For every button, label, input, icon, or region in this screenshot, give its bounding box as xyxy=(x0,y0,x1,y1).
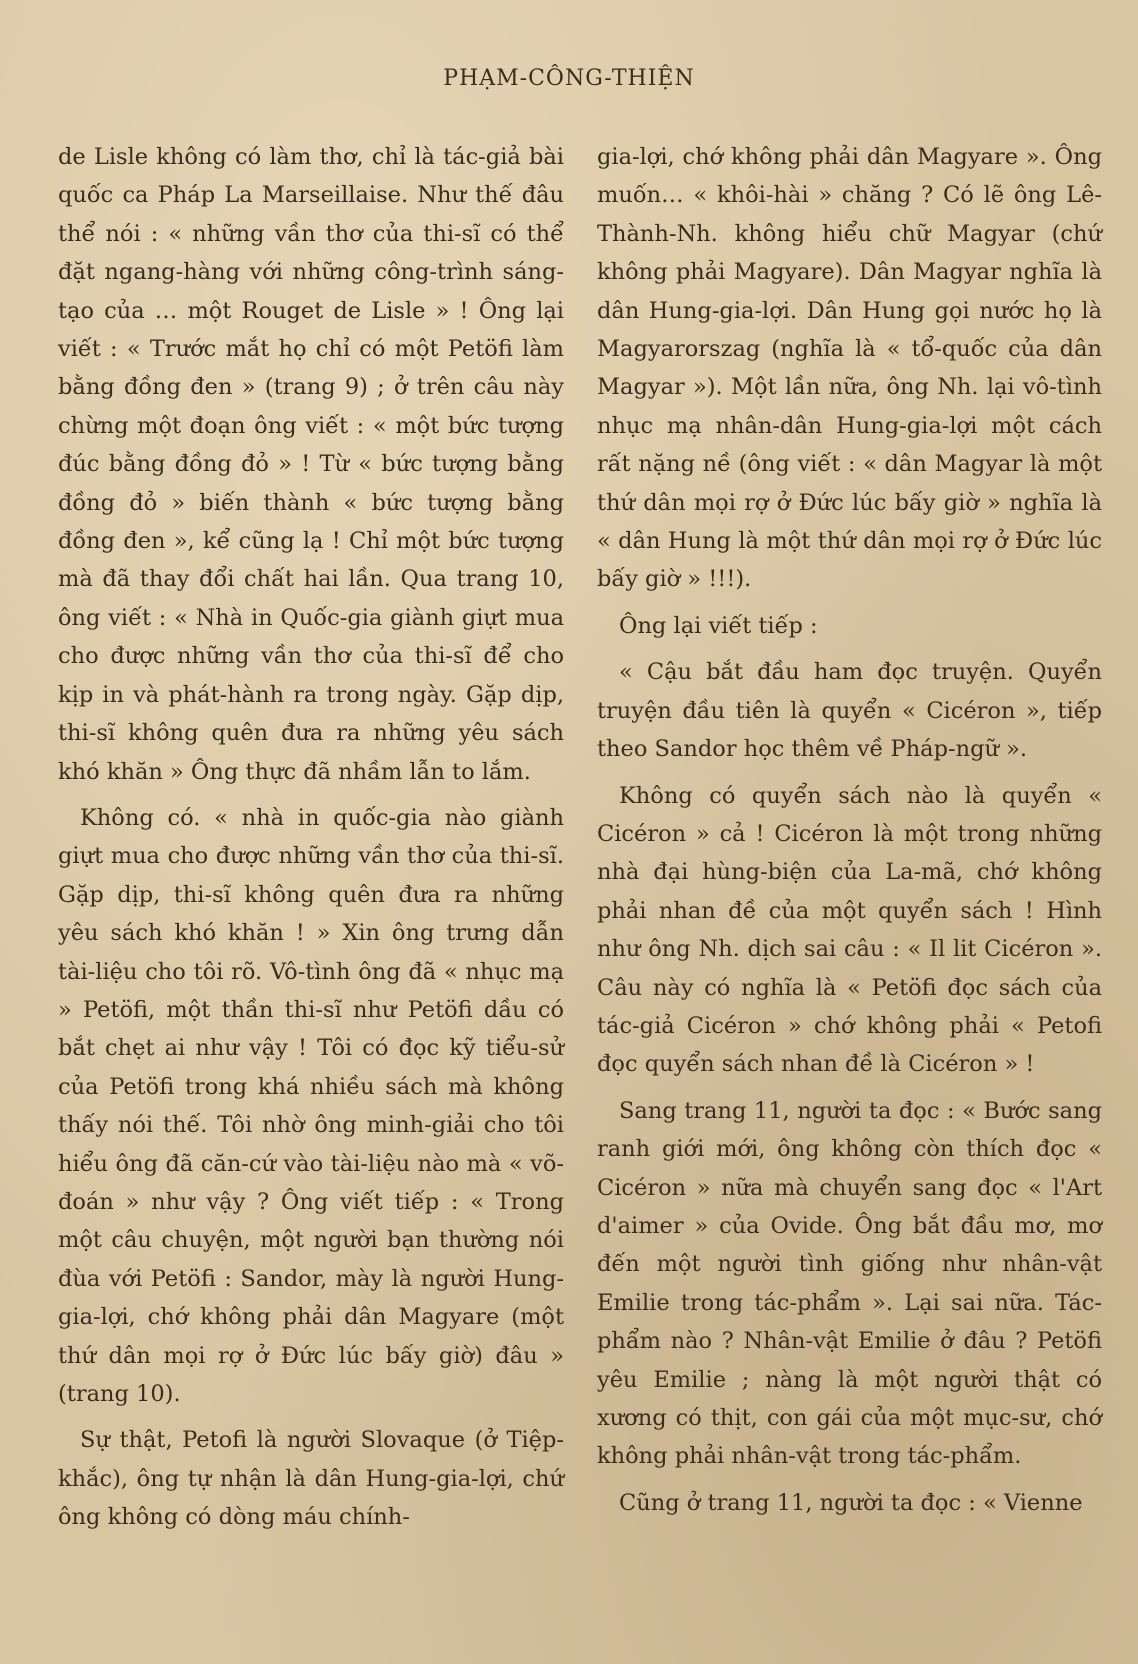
quotation-paragraph: « Cậu bắt đầu ham đọc truyện. Quyển truyện đầu tiên là quyển « Cicéron », tiếp theo Sandor học thêm về Pháp-ngữ ». xyxy=(597,659,1102,763)
running-header: PHẠM-CÔNG-THIỆN xyxy=(443,66,695,91)
paragraph: Không có quyển sách nào là quyển « Cicéron » cả ! Cicéron là một trong những nhà đại hùng-biện của La-mã, chớ không phải nhan đề của một quyển sách ! Hình như ông Nh. dịch sai câu : « Il lit Cicéron ». Câu này có nghĩa là « Petöfi đọc sách của tác-giả Cicéron » chớ không phải « Petofi đọc quyển sách nhan đề là Cicéron » ! xyxy=(597,782,1102,1078)
paragraph: Ông lại viết tiếp : xyxy=(619,612,818,639)
paragraph: Không có. « nhà in quốc-gia nào giành giựt mua cho được những vần thơ của thi-sĩ. Gặp dịp, thi-sĩ không quên đưa ra những yêu sách khó khăn ! » Xin ông trưng dẫn tài-liệu cho tôi rõ. Vô-tình ông đã « nhục mạ » Petöfi, một thần thi-sĩ như Petöfi dầu có bắt chẹt ai như vậy ! Tôi có đọc kỹ tiểu-sử của Petöfi trong khá nhiều sách mà không thấy nói thế. Tôi nhờ ông minh-giải cho tôi hiểu ông đã căn-cứ vào tài-liệu nào mà « võ-đoán » như vậy ? Ông viết tiếp : « Trong một câu chuyện, một người bạn thường nói đùa với Petöfi : Sandor, mày là người Hung-gia-lợi, chớ không phải dân Magyare (một thứ dân mọi rợ ở Đức lúc bấy giờ) đâu » (trang 10). xyxy=(58,804,564,1407)
paragraph: Sang trang 11, người ta đọc : « Bước sang ranh giới mới, ông không còn thích đọc « Cicéron » nữa mà chuyển sang đọc « l'Art d'aimer » của Ovide. Ông bắt đầu mơ, mơ đến một người tình giống như nhân-vật Emilie trong tác-phẩm ». Lại sai nữa. Tác-phẩm nào ? Nhân-vật Emilie ở đâu ? Petöfi yêu Emilie ; nàng là một người thật có xương có thịt, con gái của một mục-sư, chớ không phải nhân-vật trong tác-phẩm. xyxy=(597,1097,1102,1470)
left-text-column xyxy=(58,138,564,1537)
right-text-column xyxy=(597,138,1102,1522)
paragraph: Cũng ở trang 11, người ta đọc : « Vienne xyxy=(619,1489,1083,1516)
paragraph: de Lisle không có làm thơ, chỉ là tác-giả bài quốc ca Pháp La Marseillaise. Như thế đâu thể nói : « những vần thơ của thi-sĩ có thể đặt ngang-hàng với những công-trình sáng-tạo của … một Rouget de Lisle » ! Ông lại viết : « Trước mắt họ chỉ có một Petöfi làm bằng đồng đen » (trang 9) ; ở trên câu này chừng một đoạn ông viết : « một bức tượng đúc bằng đồng đỏ » ! Từ « bức tượng bằng đồng đỏ » biến thành « bức tượng bằng đồng đen », kể cũng lạ ! Chỉ một bức tượng mà đã thay đổi chất hai lần. Qua trang 10, ông viết : « Nhà in Quốc-gia giành giựt mua cho được những vần thơ của thi-sĩ để cho kịp in và phát-hành ra trong ngày. Gặp dịp, thi-sĩ không quên đưa ra những yêu sách khó khăn » Ông thực đã nhầm lẫn to lắm. xyxy=(58,144,564,785)
paragraph: gia-lợi, chớ không phải dân Magyare ». Ông muốn… « khôi-hài » chăng ? Có lẽ ông Lê-Thành-Nh. không hiểu chữ Magyar (chứ không phải Magyare). Dân Magyar nghĩa là dân Hung-gia-lợi. Dân Hung gọi nước họ là Magyarorszag (nghĩa là « tổ-quốc của dân Magyar »). Một lần nữa, ông Nh. lại vô-tình nhục mạ nhân-dân Hung-gia-lợi một cách rất nặng nề (ông viết : « dân Magyar là một thứ dân mọi rợ ở Đức lúc bấy giờ » nghĩa là « dân Hung là một thứ dân mọi rợ ở Đức lúc bấy giờ » !!!). xyxy=(597,144,1102,593)
paragraph: Sự thật, Petofi là người Slovaque (ở Tiệp-khắc), ông tự nhận là dân Hung-gia-lợi, chứ ông không có dòng máu chính- xyxy=(58,1427,564,1531)
